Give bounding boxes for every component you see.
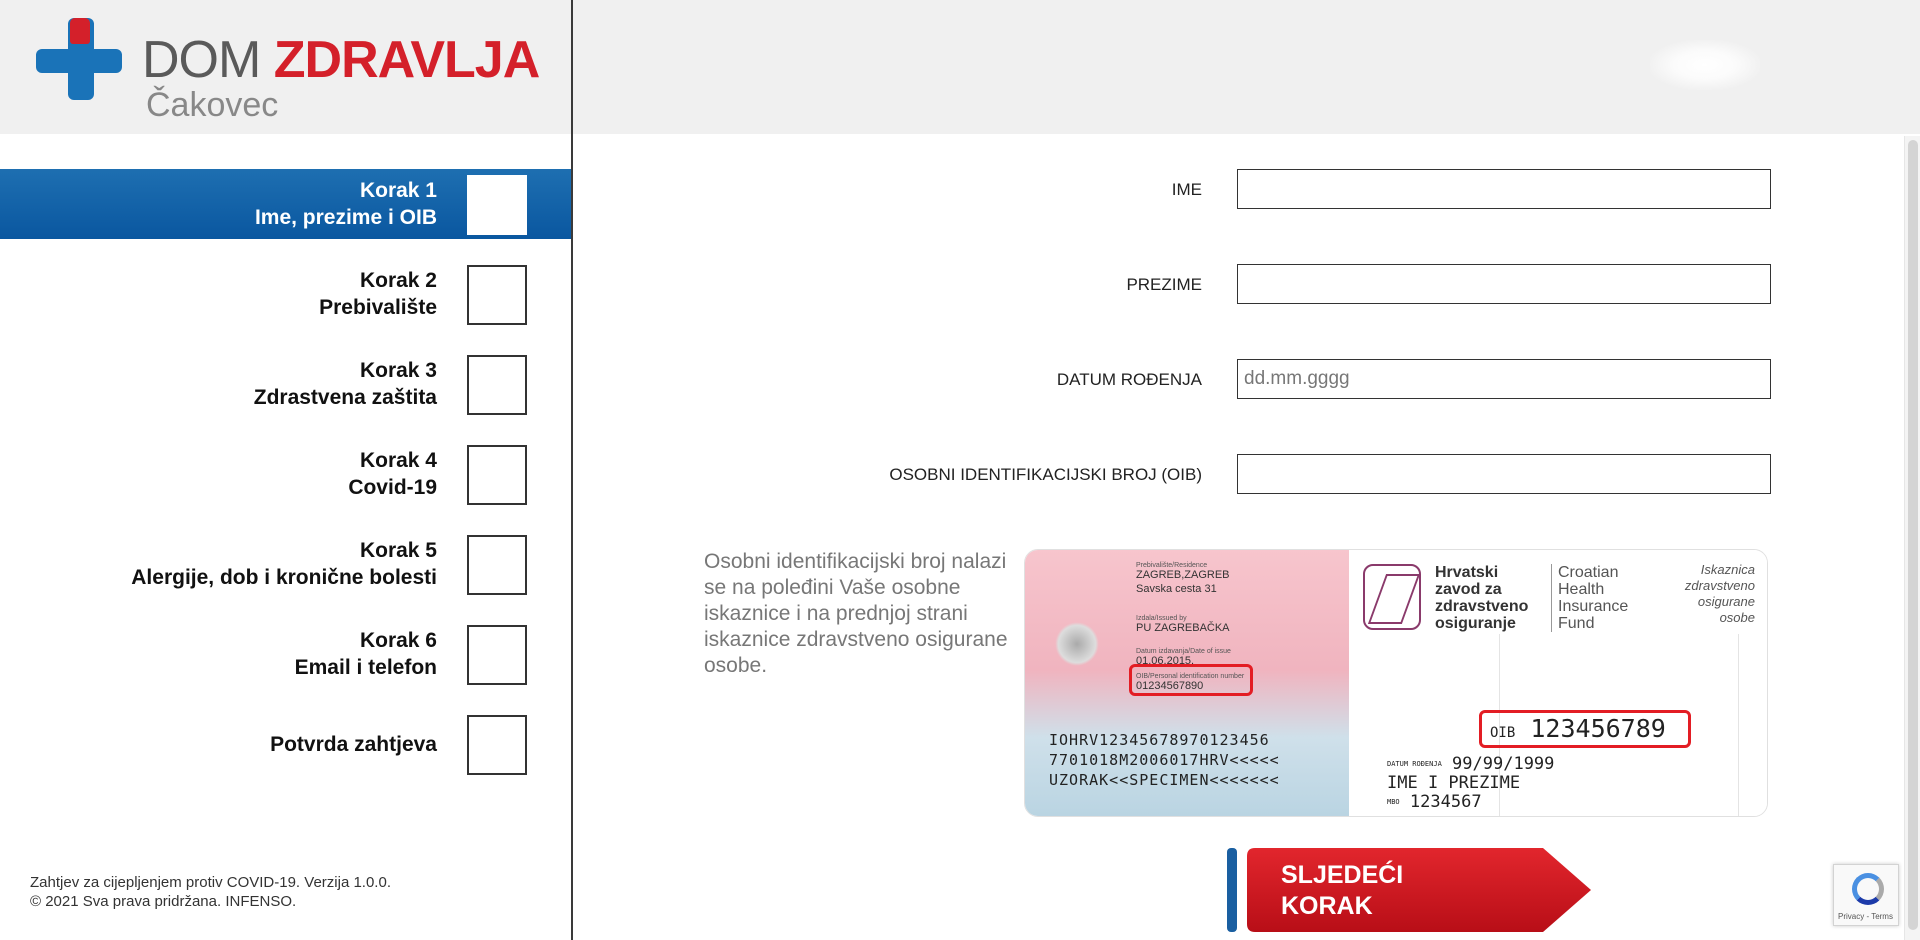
birth-label: DATUM ROĐENJA: [1387, 759, 1442, 768]
brand-name-part1: DOM: [142, 31, 261, 89]
id-card-illustration: [1024, 549, 1768, 817]
ime-input[interactable]: [1237, 169, 1771, 209]
residence-label: Prebivalište/Residence: [1136, 562, 1208, 569]
birth-value: 99/99/1999: [1452, 754, 1555, 774]
oib-highlight-front: [1479, 710, 1691, 748]
steps-nav: [0, 169, 571, 799]
step-checkbox: [467, 715, 527, 775]
next-button-accent: [1227, 848, 1237, 932]
medical-cross-icon: [36, 18, 122, 100]
hzzo-en-line: Fund: [1558, 615, 1595, 632]
sidebar-divider: [571, 0, 573, 940]
step-title: Korak 5: [359, 539, 437, 562]
header-bar: [0, 0, 1920, 134]
form-row-oib: [580, 454, 1770, 496]
step-title: Potvrda zahtjeva: [270, 732, 437, 756]
step-title: Korak 4: [359, 449, 437, 472]
step-checkbox: [467, 175, 527, 235]
next-step-line2: KORAK: [1281, 892, 1373, 920]
header-blur: [1650, 40, 1760, 90]
oib-input[interactable]: [1237, 454, 1771, 494]
oib-label: OSOBNI IDENTIFIKACIJSKI BROJ (OIB): [889, 465, 1202, 484]
hzzo-en-line: Insurance: [1558, 598, 1629, 615]
prezime-label: PREZIME: [1126, 275, 1202, 294]
hzzo-name-en: [1551, 564, 1628, 632]
oib-highlight-back: [1129, 664, 1253, 696]
prezime-input[interactable]: [1237, 264, 1771, 304]
step-2[interactable]: [0, 259, 571, 329]
step-subtitle: Alergije, dob i kronične bolesti: [131, 566, 437, 589]
logo[interactable]: [0, 0, 571, 134]
card-title: [1685, 562, 1755, 626]
step-subtitle: Prebivalište: [319, 296, 437, 319]
ime-label: IME: [1171, 180, 1202, 199]
recaptcha-badge[interactable]: [1833, 864, 1899, 926]
step-checkbox: [467, 445, 527, 505]
oib-prefix: OIB: [1490, 725, 1516, 741]
recaptcha-icon: [1852, 873, 1884, 905]
mrz-line3: UZORAK<<SPECIMEN<<<<<<<: [1049, 771, 1280, 789]
step-confirm[interactable]: [0, 709, 571, 779]
form-row-ime: [580, 169, 1770, 211]
residence-value2: Savska cesta 31: [1136, 583, 1217, 595]
step-1[interactable]: [0, 169, 571, 239]
health-card-front: [1349, 550, 1768, 817]
hzzo-en-line: Croatian: [1558, 564, 1619, 581]
brand-name: [142, 32, 539, 88]
step-6[interactable]: [0, 619, 571, 689]
date-label: Datum izdavanja/Date of issue: [1136, 648, 1231, 655]
hzzo-hr-line: Hrvatski: [1435, 564, 1499, 581]
step-checkbox: [467, 355, 527, 415]
next-step-line1: SLJEDEĆI: [1281, 861, 1404, 889]
footer-version: Zahtjev za cijepljenjem protiv COVID-19. Verzija 1.0.0.: [30, 874, 391, 891]
mrz-line2: 7701018M2006017HRV<<<<<: [1049, 751, 1280, 769]
hzzo-hr-line: zdravstveno: [1435, 598, 1529, 615]
step-checkbox: [467, 535, 527, 595]
oib-info-text: Osobni identifikacijski broj nalazi se na poleđini Vaše osobne iskaznice i na prednjoj strani iskaznice zdravstveno osigurane osobe.: [704, 550, 1008, 677]
card-title-line: zdravstveno: [1684, 578, 1755, 593]
oib-small-label: OIB/Personal identification number: [1136, 673, 1245, 680]
step-3[interactable]: [0, 349, 571, 419]
card-title-line: Iskaznica: [1700, 562, 1755, 577]
issued-label: Izdala/Issued by: [1136, 615, 1187, 622]
hzzo-hr-line: osiguranje: [1435, 615, 1516, 632]
mbo-label: MBO: [1387, 797, 1400, 806]
footer: [30, 873, 391, 911]
date-value: 01.06.2015.: [1136, 655, 1195, 667]
step-title: Korak 6: [359, 629, 437, 652]
step-checkbox: [467, 265, 527, 325]
issued-value: PU ZAGREBAČKA: [1136, 622, 1230, 634]
brand-city: Čakovec: [146, 86, 279, 124]
residence-value1: ZAGREB,ZAGREB: [1136, 569, 1230, 581]
form-row-prezime: [580, 264, 1770, 306]
scrollbar[interactable]: [1904, 136, 1920, 940]
id-card-back: [1025, 550, 1349, 817]
oib-number: 123456789: [1530, 714, 1666, 743]
step-subtitle: Email i telefon: [294, 656, 437, 679]
step-4[interactable]: [0, 439, 571, 509]
card-title-line: osobe: [1719, 610, 1755, 625]
step-subtitle: Covid-19: [348, 476, 437, 499]
datum-label: DATUM ROĐENJA: [1056, 370, 1202, 389]
step-checkbox: [467, 625, 527, 685]
step-subtitle: Zdrastvena zaštita: [253, 386, 437, 409]
recaptcha-links[interactable]: Privacy - Terms: [1838, 912, 1893, 921]
hzzo-logo-icon: [1363, 564, 1421, 630]
step-subtitle: Ime, prezime i OIB: [254, 206, 437, 229]
step-title: Korak 3: [359, 359, 437, 382]
form-row-datum: [580, 359, 1770, 401]
step-title: Korak 1: [359, 179, 437, 202]
next-step-label: [1281, 860, 1403, 922]
step-5[interactable]: [0, 529, 571, 599]
card-title-line: osigurane: [1697, 594, 1755, 609]
name-value: IME I PREZIME: [1387, 773, 1521, 793]
hzzo-name-hr: [1435, 564, 1528, 632]
footer-copyright: © 2021 Sva prava pridržana. INFENSO.: [30, 893, 297, 910]
scrollbar-thumb[interactable]: [1908, 140, 1918, 930]
step-title: Korak 2: [359, 269, 437, 292]
brand-name-part2: ZDRAVLJA: [273, 31, 540, 89]
next-step-button[interactable]: [1247, 848, 1591, 932]
hzzo-en-line: Health: [1558, 581, 1605, 598]
mbo-value: 1234567: [1409, 792, 1482, 812]
datum-input[interactable]: [1237, 359, 1771, 399]
hzzo-hr-line: zavod za: [1435, 581, 1502, 598]
mrz-text: [1049, 730, 1280, 790]
hologram-icon: [1055, 622, 1099, 666]
card-personal-data: [1387, 755, 1554, 812]
mrz-line1: IOHRV12345678970123456: [1049, 731, 1270, 749]
oib-small-value: 01234567890: [1136, 680, 1204, 692]
